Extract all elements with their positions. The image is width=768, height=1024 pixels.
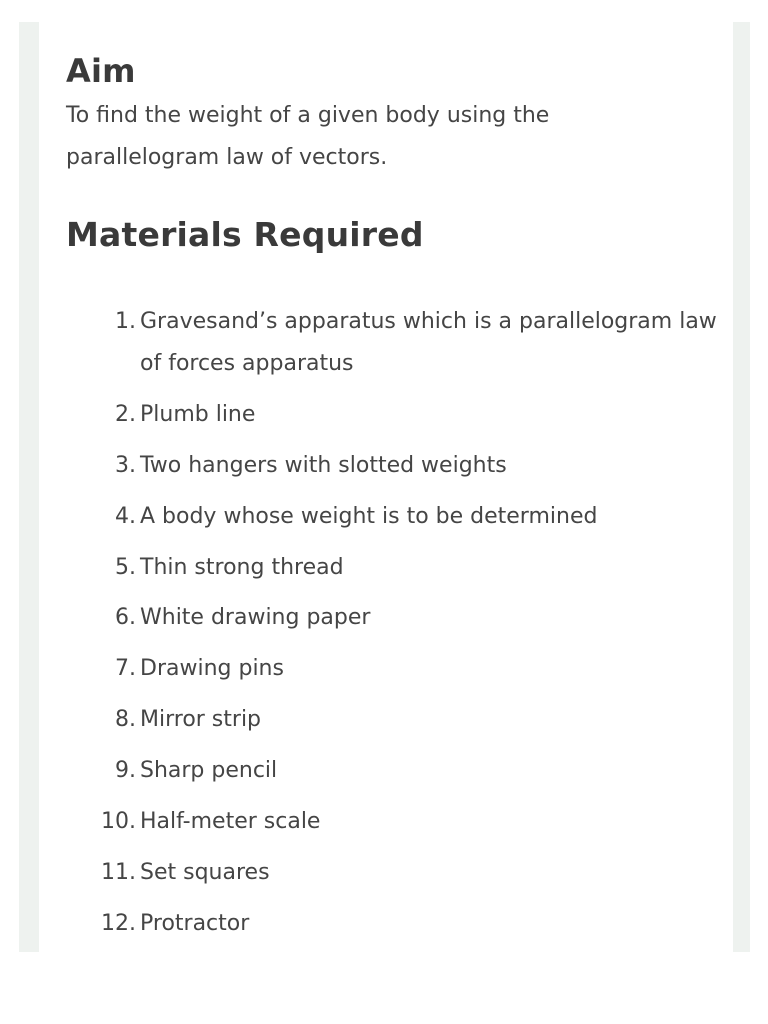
- list-item-number: 9.: [115, 758, 136, 784]
- list-item: [66, 648, 726, 690]
- list-item-number: 5.: [115, 554, 136, 580]
- list-item-number: 8.: [115, 707, 136, 733]
- list-item-number: 1.: [115, 309, 136, 334]
- list-item-text: Set squares: [140, 859, 270, 885]
- list-item: [66, 547, 726, 589]
- list-item-text: A body whose weight is to be determined: [140, 503, 598, 529]
- aim-heading: Aim: [66, 52, 136, 90]
- list-item-number: 12.: [101, 910, 136, 936]
- list-item-number: 3.: [115, 452, 136, 478]
- list-item-text: Thin strong thread: [140, 554, 344, 580]
- list-item: [66, 597, 726, 639]
- list-item: [66, 496, 726, 538]
- list-item: [66, 301, 726, 385]
- list-item-number: 11.: [101, 859, 136, 885]
- list-item-text: Plumb line: [140, 401, 256, 427]
- list-item-text: Drawing pins: [140, 656, 284, 682]
- list-item: [66, 903, 726, 945]
- list-item-text: Two hangers with slotted weights: [140, 452, 507, 478]
- list-item: [66, 445, 726, 487]
- list-item-text: Sharp pencil: [140, 758, 278, 784]
- list-item: [66, 699, 726, 741]
- list-item: [66, 394, 726, 436]
- list-item-number: 6.: [115, 605, 136, 631]
- materials-heading: Materials Required: [66, 215, 424, 254]
- list-item: [66, 750, 726, 792]
- list-item-number: 2.: [115, 401, 136, 427]
- list-item-number: 4.: [115, 503, 136, 529]
- list-item: [66, 801, 726, 843]
- list-item-text: White drawing paper: [140, 605, 371, 631]
- aim-paragraph: To find the weight of a given body using the parallelogram law of vectors.: [66, 103, 550, 170]
- list-item-number: 10.: [101, 809, 136, 835]
- list-item-text: Half-meter scale: [140, 809, 321, 835]
- list-item-text: Mirror strip: [140, 707, 262, 733]
- materials-list: [66, 301, 726, 954]
- list-item-text: Protractor: [140, 910, 250, 936]
- article-content: [39, 22, 733, 952]
- list-item: [66, 852, 726, 894]
- list-item-text: Gravesand’s apparatus which is a parallelogram law of forces apparatus: [140, 309, 717, 376]
- list-item-number: 7.: [115, 656, 136, 682]
